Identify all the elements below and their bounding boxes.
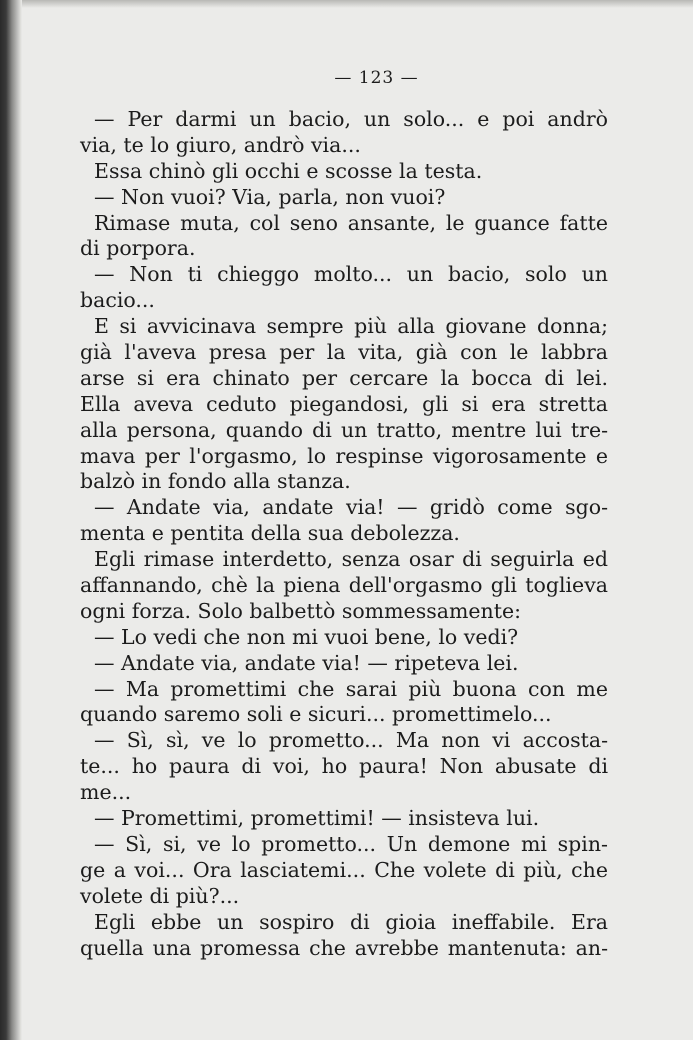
text-line: volete di più?...: [80, 883, 240, 908]
text-line: balzò in fondo alla stanza.: [80, 469, 351, 494]
page-top-edge: [0, 0, 693, 8]
text-line: via, te lo giuro, andrò via...: [80, 132, 361, 157]
text-line: alla persona, quando di un tratto, mentre lui tre-: [80, 417, 608, 442]
text-line: — Non vuoi? Via, parla, non vuoi?: [94, 184, 446, 209]
text-line: ogni forza. Solo balbettò sommessamente:: [80, 598, 522, 623]
text-line: Egli rimase interdetto, senza osar di seguirla ed: [94, 547, 608, 572]
text-line: Egli ebbe un sospiro di gioia ineffabile. Era: [94, 909, 608, 934]
text-line: — Non ti chieggo molto... un bacio, solo un: [94, 262, 608, 287]
text-line: Essa chinò gli occhi e scosse la testa.: [94, 158, 483, 183]
book-spine-shadow: [0, 0, 22, 1040]
text-line: — Promettimi, promettimi! — insisteva lui.: [94, 806, 540, 831]
page-number: — 123 —: [334, 68, 419, 88]
text-line: te... ho paura di voi, ho paura! Non abusate di: [80, 754, 608, 779]
text-line: affannando, chè la piena dell'orgasmo gli toglieva: [80, 573, 608, 598]
text-line: — Ma promettimi che sarai più buona con me: [94, 676, 608, 701]
text-line: E si avvicinava sempre più alla giovane donna;: [94, 314, 608, 339]
text-line: mava per l'orgasmo, lo respinse vigorosamente e: [80, 443, 608, 468]
text-line: — Sì, sì, ve lo prometto... Ma non vi accosta-: [94, 728, 608, 753]
text-line: Rimase muta, col seno ansante, le guance fatte: [94, 210, 608, 235]
text-line: quando saremo soli e sicuri... promettimelo...: [80, 702, 552, 727]
text-line: di porpora.: [80, 236, 196, 261]
text-line: — Per darmi un bacio, un solo... e poi andrò: [94, 107, 608, 131]
text-line: bacio...: [80, 288, 155, 313]
text-line: Ella aveva ceduto piegandosi, gli si era stretta: [80, 391, 608, 416]
text-line: — Sì, si, ve lo prometto... Un demone mi spin-: [94, 831, 608, 856]
text-line: arse si era chinato per cercare la bocca di lei.: [80, 365, 608, 390]
text-line: me...: [80, 780, 132, 805]
text-line: già l'aveva presa per la vita, già con le labbra: [80, 340, 608, 365]
text-line: — Andate via, andate via! — ripeteva lei.: [94, 650, 519, 675]
text-line: menta e pentita della sua debolezza.: [80, 521, 460, 546]
text-line: — Andate via, andate via! — gridò come sgo-: [94, 495, 608, 520]
text-line: — Lo vedi che non mi vuoi bene, lo vedi?: [94, 624, 519, 649]
text-line: quella una promessa che avrebbe mantenuta: an-: [80, 935, 608, 960]
text-line: ge a voi... Ora lasciatemi... Che volete di più, che: [80, 857, 608, 882]
body-text: [80, 107, 608, 961]
